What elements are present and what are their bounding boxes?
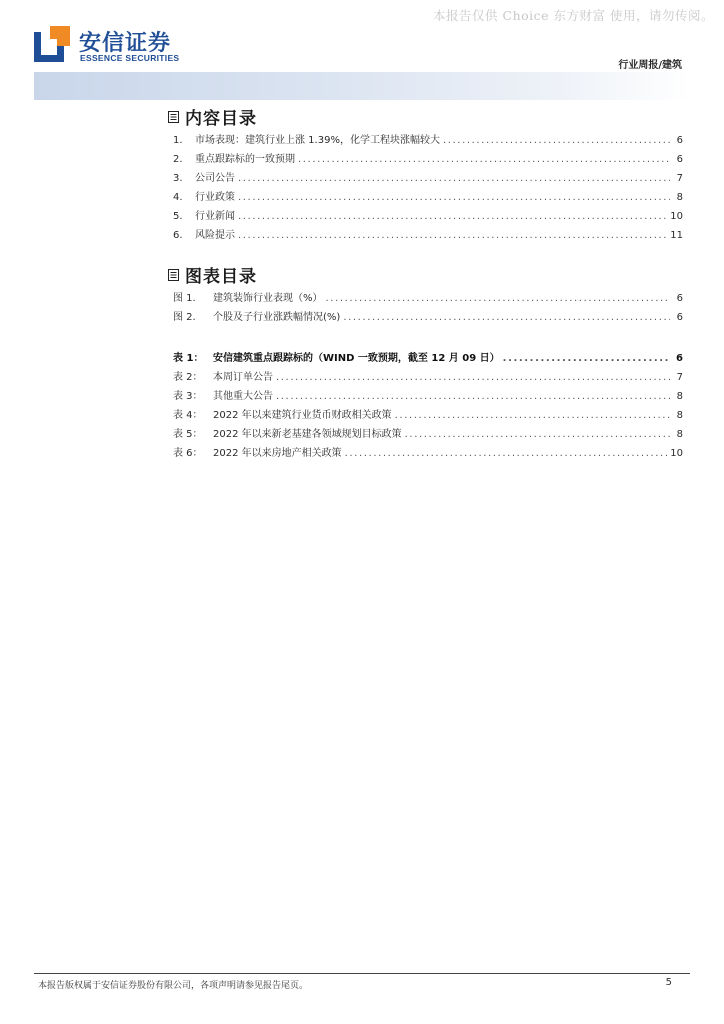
table-entry[interactable] (173, 421, 683, 440)
page-number: 5 (665, 977, 672, 988)
leader-dots (326, 293, 670, 304)
table-entry-label: 2022 年以来建筑行业货币财政相关政策 (213, 410, 392, 421)
table-entry-page: 7 (676, 372, 683, 383)
figure-entry-number: 图 2. (173, 312, 196, 323)
table-entry-number: 表 2： (173, 372, 203, 383)
leader-dots (276, 391, 670, 402)
figure-entry[interactable] (173, 285, 683, 304)
table-entry-label: 2022 年以来房地产相关政策 (213, 448, 342, 459)
leader-dots (238, 173, 670, 184)
charts-title: 图表目录 (185, 267, 257, 287)
toc-entry-page: 10 (670, 211, 683, 222)
table-entry-label: 安信建筑重点跟踪标的（WIND 一致预期，截至 12 月 09 日） (213, 353, 500, 364)
logo-english-name: ESSENCE SECURITIES (80, 53, 180, 63)
table-entry-number: 表 1： (173, 353, 204, 364)
toc-entry-label: 重点跟踪标的一致预期 (195, 154, 295, 165)
leader-dots (503, 353, 670, 364)
toc-entry-number: 5. (173, 211, 183, 222)
report-category: 行业周报/建筑 (618, 60, 682, 71)
leader-dots (343, 312, 670, 323)
leader-dots (395, 410, 670, 421)
contents-list (173, 127, 683, 241)
contents-heading (168, 104, 257, 129)
table-entry-page: 10 (670, 448, 683, 459)
table-entry[interactable] (173, 383, 683, 402)
toc-entry[interactable] (173, 222, 683, 241)
figure-entry-label: 个股及子行业涨跌幅情况(%) (213, 312, 341, 323)
logo-chinese-name: 安信证券 (79, 31, 172, 56)
leader-dots (238, 192, 670, 203)
table-entry[interactable] (173, 364, 683, 383)
toc-entry-label: 行业政策 (195, 192, 235, 203)
toc-entry-number: 4. (173, 192, 183, 203)
table-entry[interactable] (173, 345, 683, 364)
contents-title: 内容目录 (185, 109, 257, 129)
table-entry-page: 8 (676, 410, 683, 421)
toc-entry[interactable] (173, 146, 683, 165)
toc-entry-page: 6 (676, 135, 683, 146)
footer-divider (34, 973, 690, 974)
table-entry-page: 8 (676, 391, 683, 402)
figure-entry-page: 6 (676, 293, 683, 304)
header-banner (34, 72, 690, 100)
toc-entry-label: 市场表现：建筑行业上涨 1.39%，化学工程块涨幅较大 (195, 135, 440, 146)
figure-entry[interactable] (173, 304, 683, 323)
table-entry-label: 2022 年以来新老基建各领域规划目标政策 (213, 429, 402, 440)
footer-disclaimer: 本报告版权属于安信证券股份有限公司，各项声明请参见报告尾页。 (38, 981, 309, 991)
leader-dots (345, 448, 668, 459)
logo-icon (34, 26, 70, 62)
toc-entry-page: 6 (676, 154, 683, 165)
table-entry-label: 本周订单公告 (213, 372, 273, 383)
toc-entry-label: 行业新闻 (195, 211, 235, 222)
table-entry-number: 表 6： (173, 448, 203, 459)
table-entry-number: 表 3： (173, 391, 203, 402)
table-list (173, 345, 683, 459)
leader-dots (276, 372, 670, 383)
leader-dots (298, 154, 670, 165)
toc-entry[interactable] (173, 165, 683, 184)
document-list-icon (168, 111, 179, 123)
toc-entry-label: 公司公告 (195, 173, 235, 184)
figure-list (173, 285, 683, 323)
toc-entry[interactable] (173, 184, 683, 203)
toc-entry-number: 1. (173, 135, 183, 146)
table-entry-page: 6 (676, 353, 683, 364)
figure-entry-label: 建筑装饰行业表现（%） (213, 293, 323, 304)
leader-dots (238, 230, 667, 241)
leader-dots (443, 135, 670, 146)
document-list-icon (168, 269, 179, 281)
table-entry-number: 表 5： (173, 429, 203, 440)
table-entry[interactable] (173, 440, 683, 459)
figure-entry-number: 图 1. (173, 293, 196, 304)
leader-dots (238, 211, 667, 222)
watermark: 本报告仅供 Choice 东方财富 使用，请勿传阅。 (433, 8, 714, 23)
table-entry-label: 其他重大公告 (213, 391, 273, 402)
toc-entry-label: 风险提示 (195, 230, 235, 241)
toc-entry-number: 3. (173, 173, 183, 184)
toc-entry[interactable] (173, 203, 683, 222)
toc-entry-number: 2. (173, 154, 183, 165)
toc-entry-number: 6. (173, 230, 183, 241)
figure-entry-page: 6 (676, 312, 683, 323)
company-logo (34, 26, 194, 66)
table-entry-number: 表 4： (173, 410, 203, 421)
table-entry[interactable] (173, 402, 683, 421)
toc-entry-page: 8 (676, 192, 683, 203)
toc-entry-page: 7 (676, 173, 683, 184)
toc-entry[interactable] (173, 127, 683, 146)
table-entry-page: 8 (676, 429, 683, 440)
charts-heading (168, 262, 257, 287)
toc-entry-page: 11 (670, 230, 683, 241)
leader-dots (405, 429, 670, 440)
